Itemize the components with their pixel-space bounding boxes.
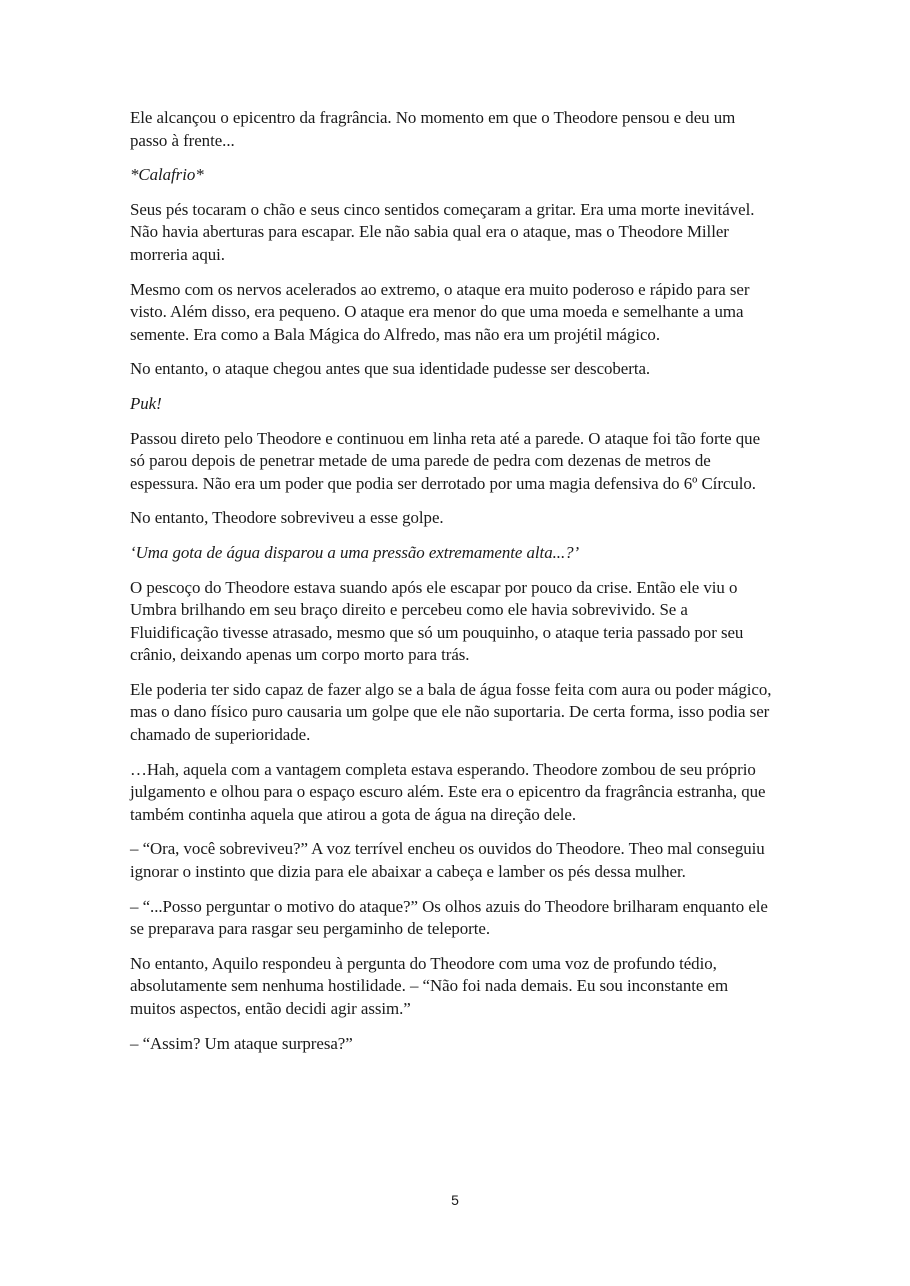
- paragraph: O pescoço do Theodore estava suando após ele escapar por pouco da crise. Então ele viu o Umbra brilhando em seu braço direito e percebeu como ele havia sobrevivido. Se a Fluidificação tivesse atrasado, mesmo que só um pouquinho, o ataque teria passado por seu crânio, deixando apenas um corpo morto para trás.: [130, 577, 744, 665]
- paragraph: *Calafrio*: [130, 165, 204, 185]
- paragraph: Mesmo com os nervos acelerados ao extremo, o ataque era muito poderoso e rápido para ser visto. Além disso, era pequeno. O ataque era menor do que uma moeda e semelhante a uma semente. Era como a Bala Mágica do Alfredo, mas não era um projétil mágico.: [130, 279, 750, 344]
- paragraph: Ele poderia ter sido capaz de fazer algo se a bala de água fosse feita com aura ou poder mágico, mas o dano físico puro causaria um golpe que ele não suportaria. De certa forma, isso podia ser chamado de superioridade.: [130, 679, 772, 745]
- paragraph: No entanto, o ataque chegou antes que sua identidade pudesse ser descoberta.: [130, 359, 651, 379]
- paragraph: No entanto, Theodore sobreviveu a esse golpe.: [130, 508, 444, 528]
- paragraph: – “...Posso perguntar o motivo do ataque?” Os olhos azuis do Theodore brilharam enquanto ele se preparava para rasgar seu pergaminho de teleporte.: [130, 896, 768, 939]
- document-body: [130, 107, 775, 1067]
- paragraph: Seus pés tocaram o chão e seus cinco sentidos começaram a gritar. Era uma morte inevitável. Não havia aberturas para escapar. Ele não sabia qual era o ataque, mas o Theodore Miller morreria aqui.: [130, 199, 755, 264]
- paragraph: Passou direto pelo Theodore e continuou em linha reta até a parede. O ataque foi tão forte que só parou depois de penetrar metade de uma parede de pedra com dezenas de metros de espessura. Não era um poder que podia ser derrotado por uma magia defensiva do 6º Círculo.: [130, 428, 761, 493]
- paragraph: – “Assim? Um ataque surpresa?”: [130, 1033, 353, 1053]
- paragraph: No entanto, Aquilo respondeu à pergunta do Theodore com uma voz de profundo tédio, absolutamente sem nenhuma hostilidade. – “Não foi nada demais. Eu sou inconstante em muitos aspectos, então decidi agir assim.”: [130, 953, 729, 1018]
- paragraph: ‘Uma gota de água disparou a uma pressão extremamente alta...?’: [130, 542, 580, 562]
- paragraph: – “Ora, você sobreviveu?” A voz terrível encheu os ouvidos do Theodore. Theo mal conseguiu ignorar o instinto que dizia para ele abaixar a cabeça e lamber os pés dessa mulher.: [130, 839, 765, 882]
- page-number: 5: [451, 1192, 459, 1208]
- paragraph: Puk!: [130, 393, 162, 413]
- paragraph: Ele alcançou o epicentro da fragrância. No momento em que o Theodore pensou e deu um passo à frente...: [130, 108, 736, 150]
- paragraph: …Hah, aquela com a vantagem completa estava esperando. Theodore zombou de seu próprio julgamento e olhou para o espaço escuro além. Este era o epicentro da fragrância estranha, que também continha aquela que atirou a gota de água na direção dele.: [130, 759, 766, 824]
